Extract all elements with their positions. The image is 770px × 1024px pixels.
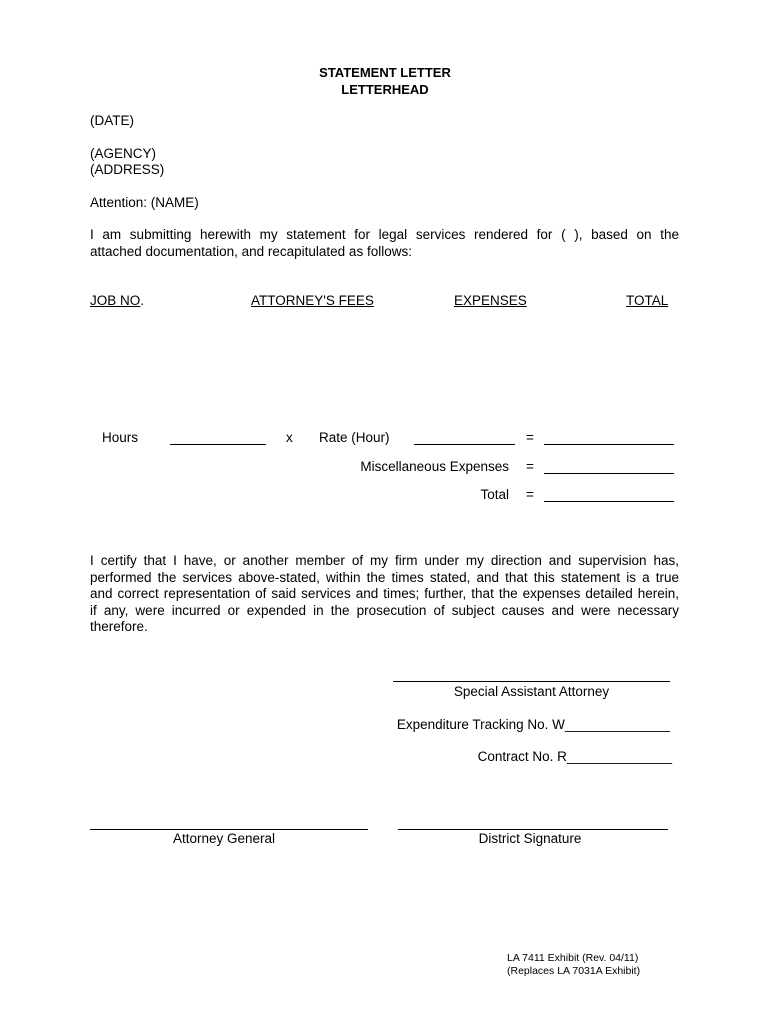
total-label: Total [480, 487, 509, 502]
intro-line-1: I am submitting herewith my statement for legal services rendered for ( ), based on the [90, 227, 679, 242]
certification-line-4: if any, were incurred or expended in the prosecution of subject causes and were necessary [90, 603, 679, 618]
header-total: TOTAL [626, 293, 669, 308]
special-assistant-signature-line[interactable] [393, 681, 670, 682]
attorney-general-label: Attorney General [172, 831, 276, 846]
header-attorney-fees: ATTORNEY'S FEES [251, 293, 374, 308]
total-blank[interactable] [544, 501, 674, 502]
misc-expenses-blank[interactable] [544, 473, 674, 474]
special-assistant-label: Special Assistant Attorney [453, 684, 610, 699]
page-title: STATEMENT LETTER [319, 65, 451, 80]
expenditure-tracking-field[interactable]: Expenditure Tracking No. W______________ [396, 717, 670, 732]
job-no-dot: . [140, 293, 145, 308]
attorney-general-signature-line[interactable] [90, 829, 368, 830]
certification-line-3: and correct representation of said services and times; further, that the expenses detailed herein, [90, 586, 679, 601]
certification-line-2: performed the services above-stated, within the times stated, and that this statement is a true [90, 570, 679, 585]
form-replaces: (Replaces LA 7031A Exhibit) [507, 965, 641, 977]
job-no-label: JOB NO [90, 293, 141, 308]
equals-sign-1: = [526, 430, 534, 445]
address-placeholder: (ADDRESS) [90, 162, 165, 177]
rate-blank[interactable] [414, 444, 515, 445]
rate-label: Rate (Hour) [319, 430, 390, 445]
attention-line: Attention: (NAME) [90, 195, 199, 210]
certification-line-1: I certify that I have, or another member of my firm under my direction and supervision has, [90, 553, 679, 568]
intro-line-2: attached documentation, and recapitulated as follows: [90, 244, 412, 259]
times-sign: x [286, 430, 293, 445]
page-subtitle: LETTERHEAD [341, 82, 429, 97]
equals-sign-3: = [526, 487, 534, 502]
equals-sign-2: = [526, 459, 534, 474]
contract-number-field[interactable]: Contract No. R______________ [477, 749, 672, 764]
form-id: LA 7411 Exhibit (Rev. 04/11) [507, 952, 639, 964]
hours-label: Hours [102, 430, 139, 445]
misc-expenses-label: Miscellaneous Expenses [360, 459, 509, 474]
certification-line-5: therefore. [90, 619, 148, 634]
agency-placeholder: (AGENCY) [90, 146, 157, 161]
subtotal-blank[interactable] [544, 444, 674, 445]
date-placeholder: (DATE) [90, 113, 134, 128]
district-signature-label: District Signature [478, 831, 582, 846]
district-signature-line[interactable] [398, 829, 668, 830]
hours-blank[interactable] [170, 444, 266, 445]
header-expenses: EXPENSES [454, 293, 527, 308]
header-job-no [90, 293, 144, 308]
